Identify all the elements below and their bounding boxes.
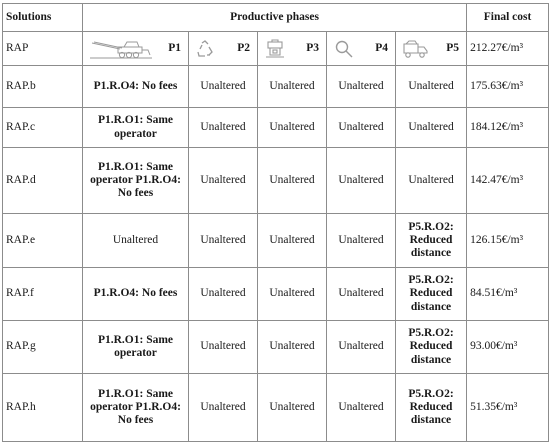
phase-cell-p2: Unaltered (189, 374, 258, 442)
phase-cell-p5 (396, 32, 467, 66)
solutions-header: Solutions (3, 4, 83, 32)
phase-cell-p2: Unaltered (189, 148, 258, 214)
final-cost-value: 175.63€/m³ (467, 66, 549, 108)
phase-cell-p1: P1.R.O4: No fees (83, 66, 189, 108)
table-row (3, 214, 549, 268)
phase-cell-p2: Unaltered (189, 268, 258, 321)
phase-cell-p5: P5.R.O2: Reduced distance (396, 268, 467, 321)
phase-cell-p4: Unaltered (327, 374, 396, 442)
phase-cell-p2: Unaltered (189, 321, 258, 374)
phase-cell-p3: Unaltered (258, 66, 327, 108)
phase-label: P5 (446, 41, 460, 54)
solution-name: RAP.e (3, 214, 83, 268)
phase-cell-p5: P5.R.O2: Reduced distance (396, 321, 467, 374)
phase-cell-p3 (258, 32, 327, 66)
phase-cell-p4: Unaltered (327, 268, 396, 321)
phase-cell-p4: Unaltered (327, 66, 396, 108)
final-cost-value: 212.27€/m³ (467, 32, 549, 66)
phase-cell-p2: Unaltered (189, 214, 258, 268)
phase-cell-p1: P1.R.O1: Same operator P1.R.O4: No fees (83, 148, 189, 214)
phase-cell-p3: Unaltered (258, 214, 327, 268)
solution-name: RAP (3, 32, 83, 66)
phase-label: P4 (375, 41, 388, 54)
phase-cell-p1 (83, 32, 189, 66)
table-row (3, 32, 549, 66)
phase-cell-p3: Unaltered (258, 374, 327, 442)
solution-name: RAP.h (3, 374, 83, 442)
solution-name: RAP.f (3, 268, 83, 321)
phase-label: P3 (306, 41, 319, 54)
table-row (3, 108, 549, 148)
phase-cell-p1: P1.R.O1: Same operator P1.R.O4: No fees (83, 374, 189, 442)
phase-cell-p1: P1.R.O1: Same operator (83, 108, 189, 148)
phase-label: P2 (237, 41, 250, 54)
phase-cell-p4: Unaltered (327, 214, 396, 268)
milling-machine-icon (90, 39, 152, 59)
phase-cell-p3: Unaltered (258, 268, 327, 321)
recycle-icon (196, 40, 214, 58)
phase-cell-p5: Unaltered (396, 108, 467, 148)
final-cost-value: 142.47€/m³ (467, 148, 549, 214)
phase-cell-p2: Unaltered (189, 66, 258, 108)
final-cost-value: 93.00€/m³ (467, 321, 549, 374)
phase-cell-p1: Unaltered (83, 214, 189, 268)
header-row (3, 4, 549, 32)
table-row (3, 374, 549, 442)
solution-name: RAP.c (3, 108, 83, 148)
phase-cell-p2 (189, 32, 258, 66)
truck-icon (403, 39, 429, 59)
phase-cell-p4: Unaltered (327, 321, 396, 374)
final-cost-value: 184.12€/m³ (467, 108, 549, 148)
table-row (3, 268, 549, 321)
phase-cell-p3: Unaltered (258, 321, 327, 374)
phase-cell-p4 (327, 32, 396, 66)
solution-name: RAP.d (3, 148, 83, 214)
final-cost-value: 51.35€/m³ (467, 374, 549, 442)
productive-phases-header: Productive phases (83, 4, 467, 32)
final-cost-header: Final cost (467, 4, 549, 32)
phase-cell-p5: P5.R.O2: Reduced distance (396, 214, 467, 268)
phase-cell-p3: Unaltered (258, 148, 327, 214)
phase-cell-p3: Unaltered (258, 108, 327, 148)
cost-table (2, 3, 549, 442)
solution-name: RAP.g (3, 321, 83, 374)
final-cost-value: 126.15€/m³ (467, 214, 549, 268)
phase-cell-p4: Unaltered (327, 108, 396, 148)
magnifier-icon (334, 39, 354, 59)
phase-cell-p1: P1.R.O1: Same operator (83, 321, 189, 374)
table-row (3, 66, 549, 108)
phase-cell-p5: Unaltered (396, 66, 467, 108)
phase-cell-p1: P1.R.O4: No fees (83, 268, 189, 321)
table-row (3, 321, 549, 374)
phase-label: P1 (168, 41, 181, 54)
solution-name: RAP.b (3, 66, 83, 108)
phase-cell-p5: Unaltered (396, 148, 467, 214)
phase-cell-p4: Unaltered (327, 148, 396, 214)
crusher-plant-icon (265, 39, 285, 59)
final-cost-value: 84.51€/m³ (467, 268, 549, 321)
table-row (3, 148, 549, 214)
phase-cell-p5: P5.R.O2: Reduced distance (396, 374, 467, 442)
phase-cell-p2: Unaltered (189, 108, 258, 148)
